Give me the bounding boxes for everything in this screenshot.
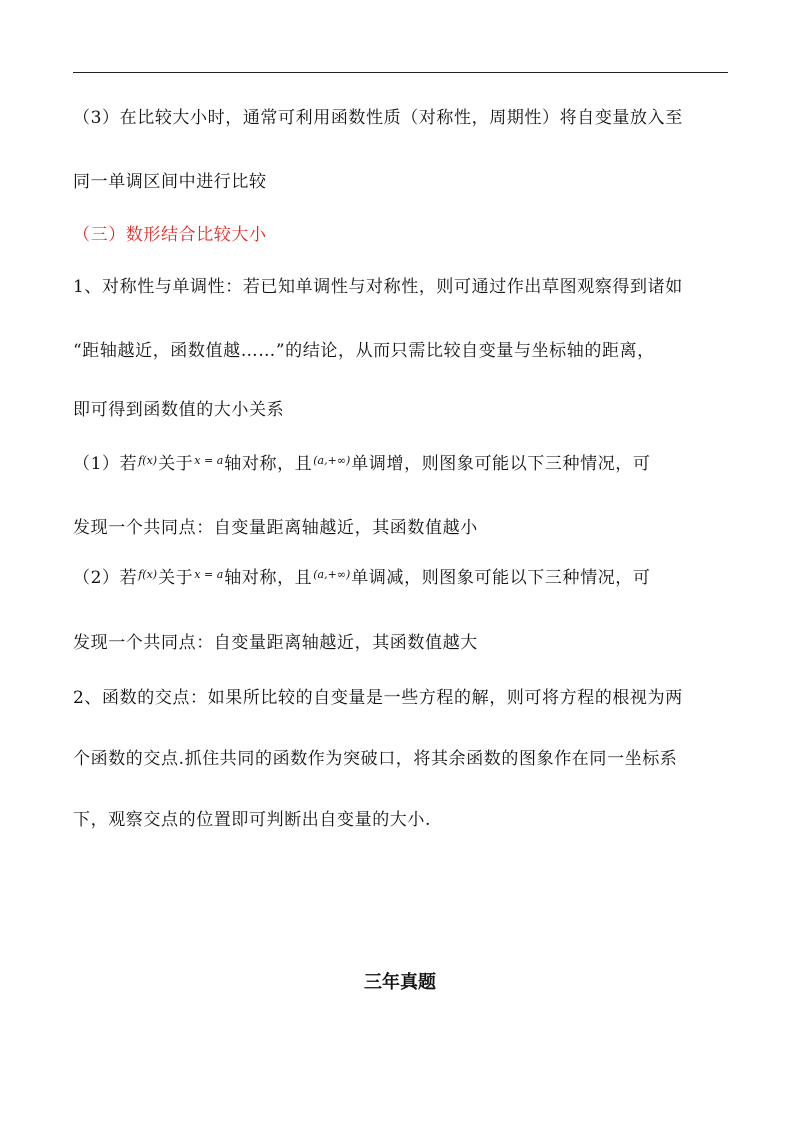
header-rule xyxy=(73,72,728,73)
paragraph-line: “距轴越近，函数值越……”的结论，从而只需比较自变量与坐标轴的距离， xyxy=(73,341,655,361)
interval-formula: (a,+∞) xyxy=(313,568,351,581)
text-segment: 轴对称，且 xyxy=(224,454,313,474)
text-segment: （1）若 xyxy=(73,454,138,474)
paragraph-line: （3）在比较大小时，通常可利用函数性质（对称性，周期性）将自变量放入至 xyxy=(73,108,683,128)
function-formula: f(x) xyxy=(138,568,158,581)
paragraph-line: 同一单调区间中进行比较 xyxy=(73,172,267,192)
section-heading: （三）数形结合比较大小 xyxy=(73,225,267,245)
text-segment: 关于 xyxy=(158,568,194,588)
text-segment: （2）若 xyxy=(73,568,138,588)
text-segment: 关于 xyxy=(158,454,194,474)
paragraph-line: 发现一个共同点：自变量距离轴越近，其函数值越大 xyxy=(73,633,478,653)
interval-formula: (a,+∞) xyxy=(313,454,351,467)
function-formula: f(x) xyxy=(138,454,158,467)
text-segment: 单调减，则图象可能以下三种情况，可 xyxy=(351,568,651,588)
paragraph-line: 1、对称性与单调性：若已知单调性与对称性，则可通过作出草图观察得到诸如 xyxy=(73,277,683,297)
axis-formula: x = a xyxy=(194,454,224,467)
paragraph-line-formula xyxy=(73,566,730,592)
paragraph-line: 发现一个共同点：自变量距离轴越近，其函数值越小 xyxy=(73,518,478,538)
paragraph-line: 个函数的交点.抓住共同的函数作为突破口，将其余函数的图象作在同一坐标系 xyxy=(73,749,678,769)
section-title: 三年真题 xyxy=(364,972,436,993)
paragraph-line: 下，观察交点的位置即可判断出自变量的大小. xyxy=(73,810,432,830)
axis-formula: x = a xyxy=(194,568,224,581)
text-segment: 单调增，则图象可能以下三种情况，可 xyxy=(351,454,651,474)
paragraph-line: 即可得到函数值的大小关系 xyxy=(73,400,285,420)
text-segment: 轴对称，且 xyxy=(224,568,313,588)
paragraph-line: 2、函数的交点：如果所比较的自变量是一些方程的解，则可将方程的根视为两 xyxy=(73,688,683,708)
paragraph-line-formula xyxy=(73,452,730,478)
